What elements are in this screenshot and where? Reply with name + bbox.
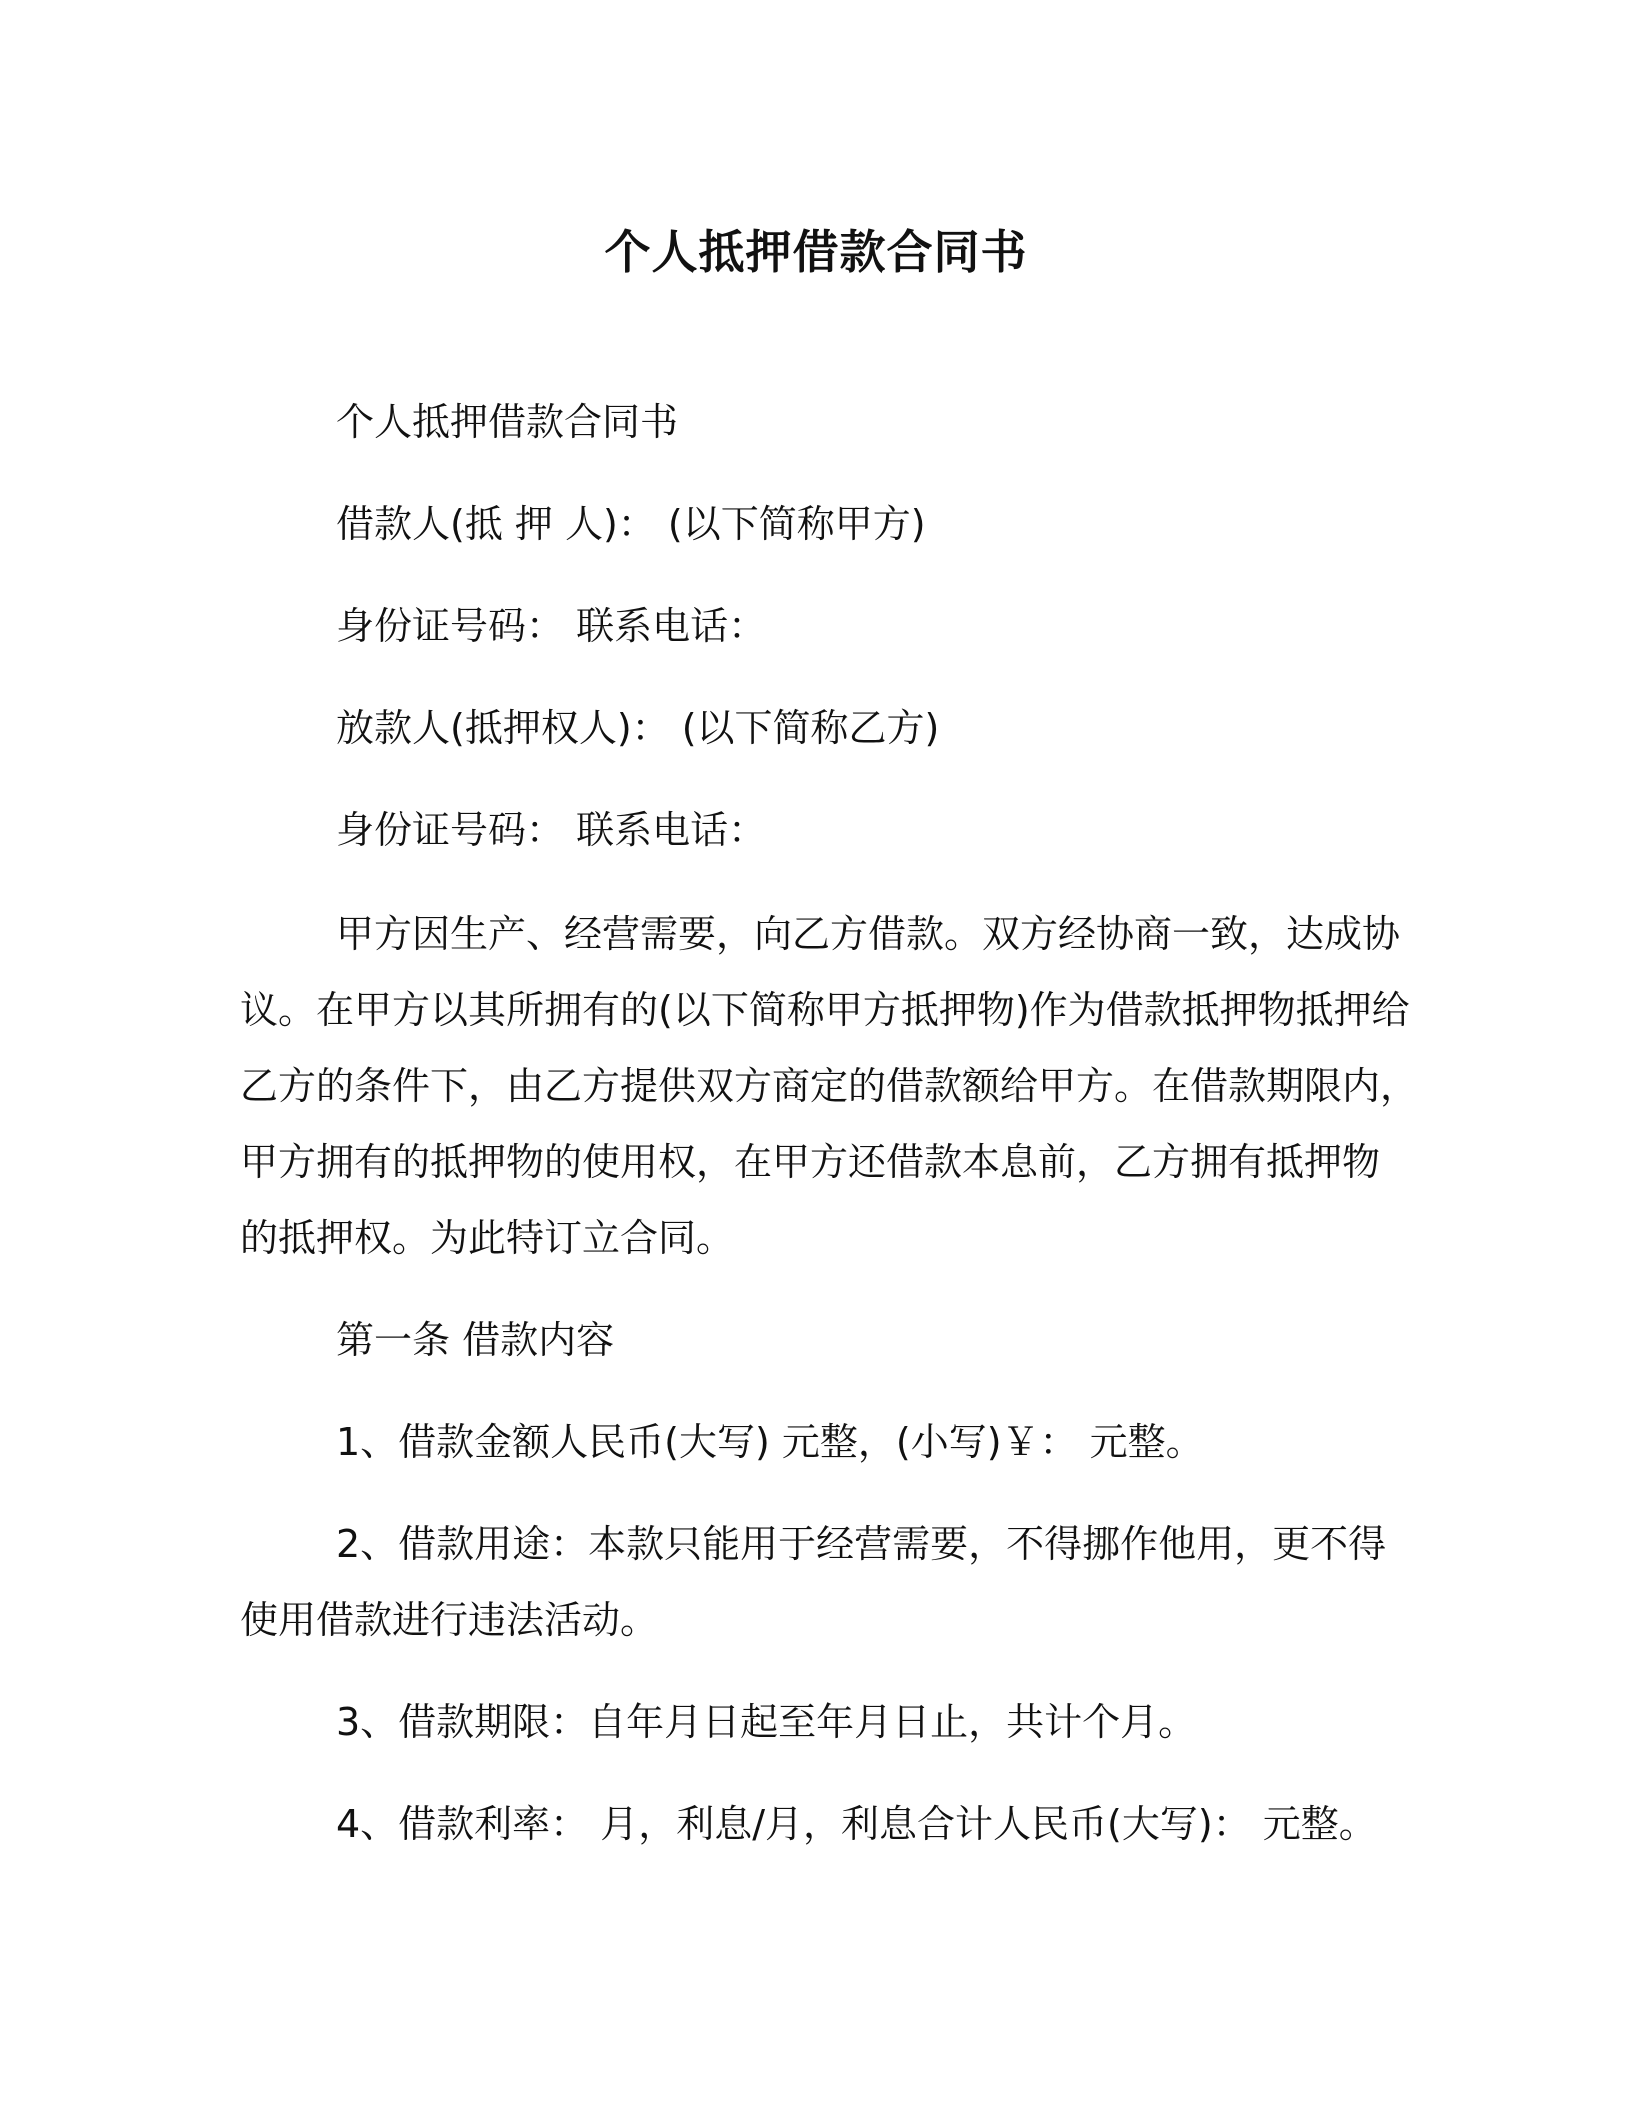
clause-1-amount: 1、借款金额人民币(大写) 元整，(小写)￥： 元整。	[336, 1420, 1204, 1464]
preamble-line-4: 甲方拥有的抵押物的使用权，在甲方还借款本息前，乙方拥有抵押物	[240, 1140, 1381, 1184]
clause-2-purpose-line-2: 使用借款进行违法活动。	[240, 1598, 659, 1642]
clause-2-purpose-line-1: 2、借款用途：本款只能用于经营需要，不得挪作他用，更不得	[336, 1522, 1387, 1566]
article-1-heading: 第一条 借款内容	[336, 1318, 615, 1362]
preamble-line-3: 乙方的条件下，由乙方提供双方商定的借款额给甲方。在借款期限内，	[240, 1064, 1419, 1108]
preamble-line-5: 的抵押权。为此特订立合同。	[240, 1216, 735, 1260]
preamble-line-1: 甲方因生产、经营需要，向乙方借款。双方经协商一致，达成协	[336, 912, 1401, 956]
lender-id-line: 身份证号码： 联系电话：	[336, 808, 767, 852]
document-title: 个人抵押借款合同书	[604, 225, 1028, 279]
clause-3-term: 3、借款期限：自年月日起至年月日止，共计个月。	[336, 1700, 1197, 1744]
lender-line: 放款人(抵押权人)： (以下简称乙方)	[336, 706, 940, 750]
preamble-line-2: 议。在甲方以其所拥有的(以下简称甲方抵押物)作为借款抵押物抵押给	[240, 988, 1410, 1032]
clause-4-rate: 4、借款利率： 月，利息/月，利息合计人民币(大写)： 元整。	[336, 1802, 1377, 1846]
subtitle-line: 个人抵押借款合同书	[336, 400, 679, 444]
borrower-line: 借款人(抵 押 人)： (以下简称甲方)	[336, 502, 926, 546]
borrower-id-line: 身份证号码： 联系电话：	[336, 604, 767, 648]
